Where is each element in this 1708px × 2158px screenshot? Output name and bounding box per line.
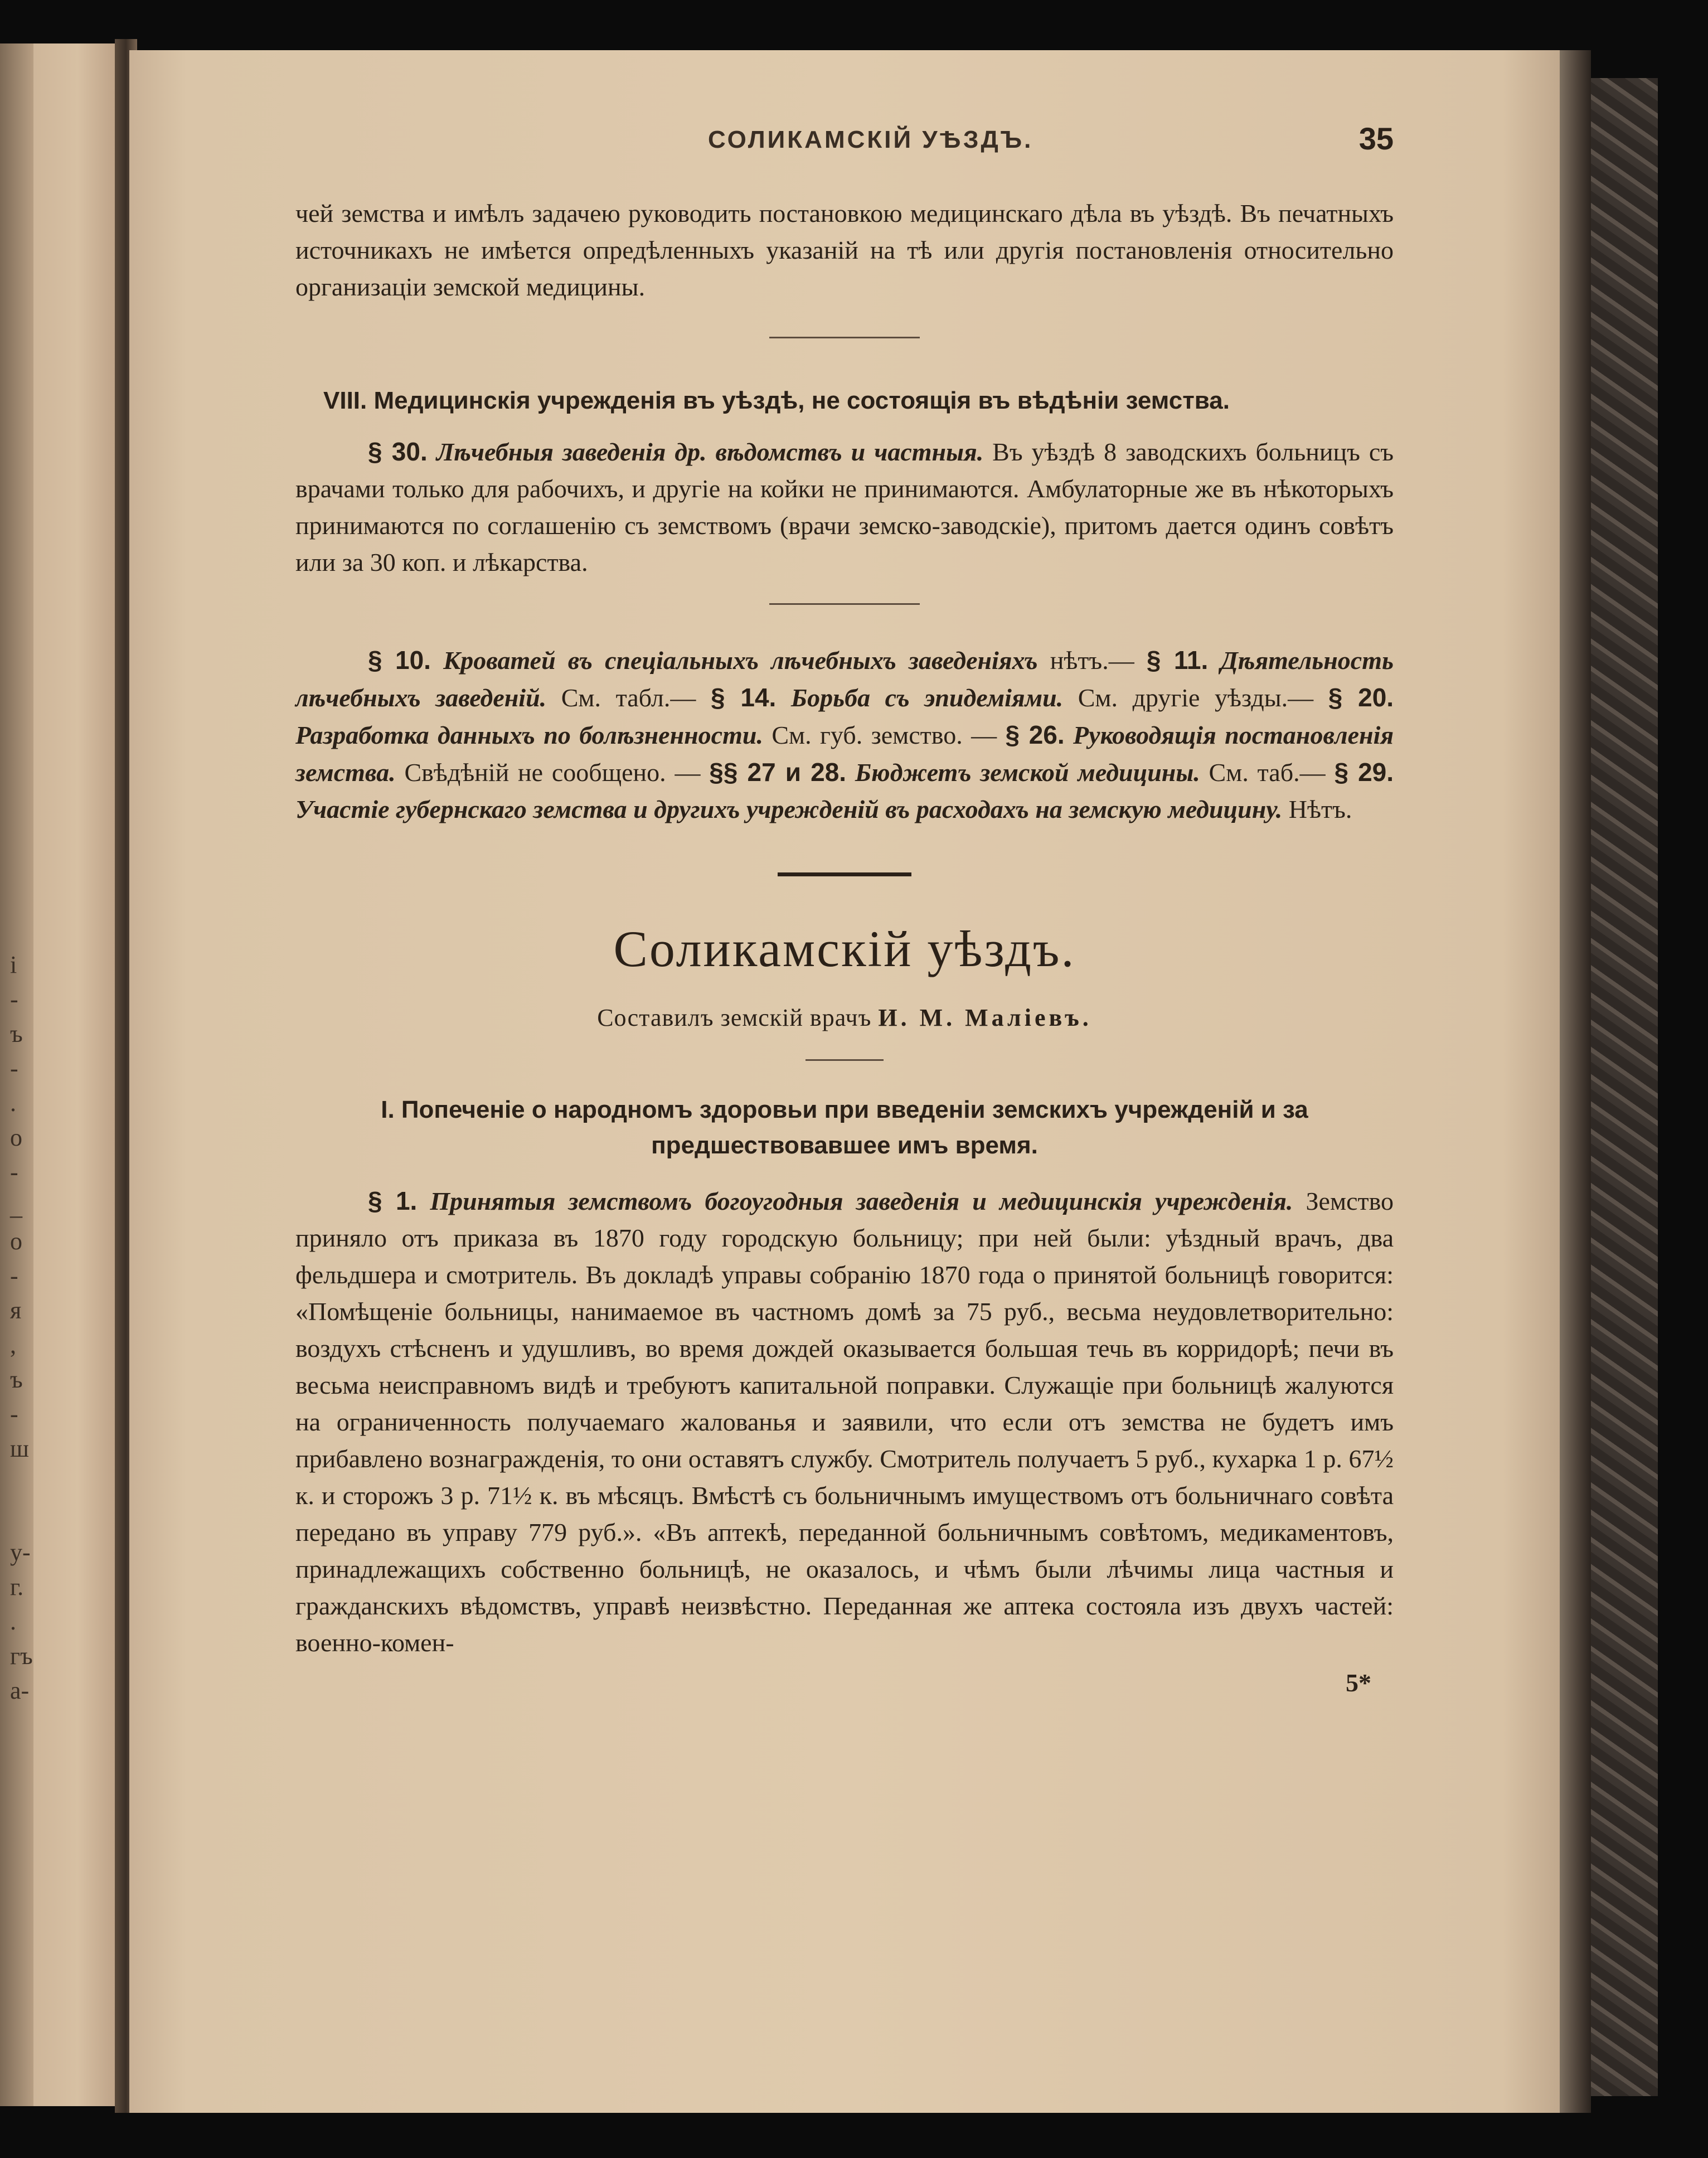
para-text: Земство приняло отъ приказа въ 1870 году городскую больницу; при ней были: уѣздный врачъ, два фельдшера и смотритель. Въ докладѣ управы собранію 1870 года о принятой больницѣ говорится: «Помѣщеніе больницы, нанимаемое въ частномъ домѣ за 75 руб., весьма неудовлетворительно: воздухъ стѣсненъ и удушливъ, во время дождей оказывается большая течь въ корридорѣ; печи въ весьма неисправномъ видѣ и требуютъ капитальной поправки. Служащіе при больницѣ жалуются на ограниченность получаемаго жалованья и заявили, что если отъ земства не будетъ имъ прибавлено вознагражденія, то они оставятъ службу. Смотритель получаетъ 5 руб., кухарка 1 р. 67½ к. и сторожъ 3 р. 71½ к. въ мѣсяцъ. Вмѣстѣ съ больничнымъ имуществомъ отъ больничнаго совѣта передано въ управу 779 руб.». «Въ аптекѣ, переданной больничнымъ совѣтомъ, медикаментовъ, принадлежащихъ собственно больницѣ, не оказалось, и чѣмъ были лѣчимы лица частныя и гражданскихъ вѣдомствъ, управѣ неизвѣстно. Переданная же аптека состояла изъ двухъ частей: военно-комен- [295, 1187, 1394, 1657]
left-fragment [0, 1466, 45, 1501]
left-page-fragments [0, 948, 45, 1895]
left-fragment: у- [10, 1539, 31, 1566]
para-text: См. таб.— [1209, 758, 1326, 787]
signature-mark: 5* [1346, 1669, 1371, 1697]
para-title: Лѣчебныя заведенія др. вѣдомствъ и частныя. [436, 438, 984, 466]
para-number: § 11. [1146, 646, 1209, 675]
left-fragment: ъ [10, 1020, 23, 1048]
para-text: См. табл.— [561, 683, 696, 712]
para-title: Бюджетъ земской медицины. [855, 758, 1200, 787]
para-number: § 29. [1334, 758, 1394, 787]
para-title: Принятыя земствомъ богоугодныя заведенія и медицинскія учрежденія. [430, 1187, 1293, 1215]
left-fragment: . [10, 1089, 16, 1117]
left-fragment: _ [10, 1193, 22, 1220]
para-number: § 20. [1328, 683, 1394, 712]
para-title: Руководящія постановленія земства. [295, 721, 1394, 787]
district-title: Соликамскій уѣздъ. [613, 920, 1076, 977]
left-fragment: і [10, 951, 17, 978]
running-head: СОЛИКАМСКІЙ УѢЗДЪ. [708, 126, 1033, 153]
left-fragment: ъ [10, 1366, 23, 1393]
left-fragment: - [10, 1158, 18, 1186]
separator-rule [769, 603, 920, 605]
author-name: И. М. Маліевъ. [878, 1004, 1092, 1031]
left-fragment: - [10, 1055, 18, 1082]
para-number: §§ 27 и 28. [709, 758, 847, 787]
paragraph-30 [295, 433, 1394, 581]
para-number: § 26. [1005, 720, 1065, 749]
para-text: См. губ. земство. — [771, 721, 997, 749]
summary-paragraph [295, 642, 1394, 828]
para-title: Кроватей въ спеціальныхъ лѣчебныхъ заведеніяхъ [443, 646, 1038, 675]
page-stack-edge [1560, 50, 1591, 2113]
left-fragment: , [10, 1331, 16, 1359]
para-number: § 10. [368, 646, 431, 675]
para-number: § 14. [710, 683, 777, 712]
section-8-heading: VIII. Медицинскія учрежденія въ уѣздѣ, не состоящія въ вѣдѣніи земства. [323, 387, 1230, 414]
para-text: См. другіе уѣзды.— [1078, 683, 1314, 712]
author-prefix: Составилъ земскій врачъ [597, 1004, 872, 1031]
para-text: нѣтъ.— [1050, 646, 1134, 675]
section-divider [778, 872, 911, 876]
separator-rule [769, 337, 920, 338]
para-text: Нѣтъ. [1288, 795, 1352, 823]
para-text: Свѣдѣній не сообщено. — [404, 758, 701, 787]
left-fragment: а- [10, 1677, 30, 1704]
page-header [295, 117, 1394, 167]
para-title: Разработка данныхъ по болѣзненности. [295, 721, 763, 749]
left-fragment: о [10, 1228, 22, 1255]
author-line [295, 1001, 1394, 1035]
para-title: Борьба съ эпидеміями. [790, 683, 1064, 712]
paragraph-1 [295, 1182, 1394, 1661]
left-fragment: - [10, 986, 18, 1013]
para-text: Въ уѣздѣ 8 заводскихъ больницъ съ врачами только для рабочихъ, и другіе на койки не принимаются. Амбулаторные же въ нѣкоторыхъ принимаются по соглашенію съ земствомъ (врачи земско-заводскіе), притомъ дается одинъ совѣтъ или за 30 коп. и лѣкарства. [295, 438, 1394, 576]
para-number: § 1. [368, 1186, 418, 1215]
para-number: § 30. [368, 437, 428, 466]
section-1-heading: I. Попеченіе о народномъ здоровьи при введеніи земскихъ учрежденій и за предшествовавшее имъ время. [381, 1096, 1308, 1159]
intro-paragraph: чей земства и имѣлъ задачею руководить постановкою медицинскаго дѣла въ уѣздѣ. Въ печатныхъ источникахъ не имѣется опредѣленныхъ указаній на тѣ или другія постановленія относительно организаціи земской медицины. [295, 199, 1394, 301]
left-fragment [0, 1501, 45, 1535]
left-fragment: гъ [10, 1642, 33, 1670]
page-number: 35 [1358, 121, 1394, 156]
marbled-cover [1591, 78, 1658, 2096]
para-title: Участіе губернскаго земства и другихъ учрежденій въ расходахъ на земскую медицину. [295, 795, 1283, 823]
left-fragment: о [10, 1124, 22, 1151]
left-fragment: - [10, 1262, 18, 1289]
separator-rule [806, 1059, 884, 1061]
left-fragment: ш [10, 1435, 29, 1462]
left-fragment: я [10, 1297, 22, 1324]
left-fragment: г. [10, 1573, 24, 1601]
para-title: Дѣятельность лѣчебныхъ заведеній. [295, 646, 1394, 712]
left-fragment: - [10, 1400, 18, 1428]
left-fragment: . [10, 1608, 16, 1635]
